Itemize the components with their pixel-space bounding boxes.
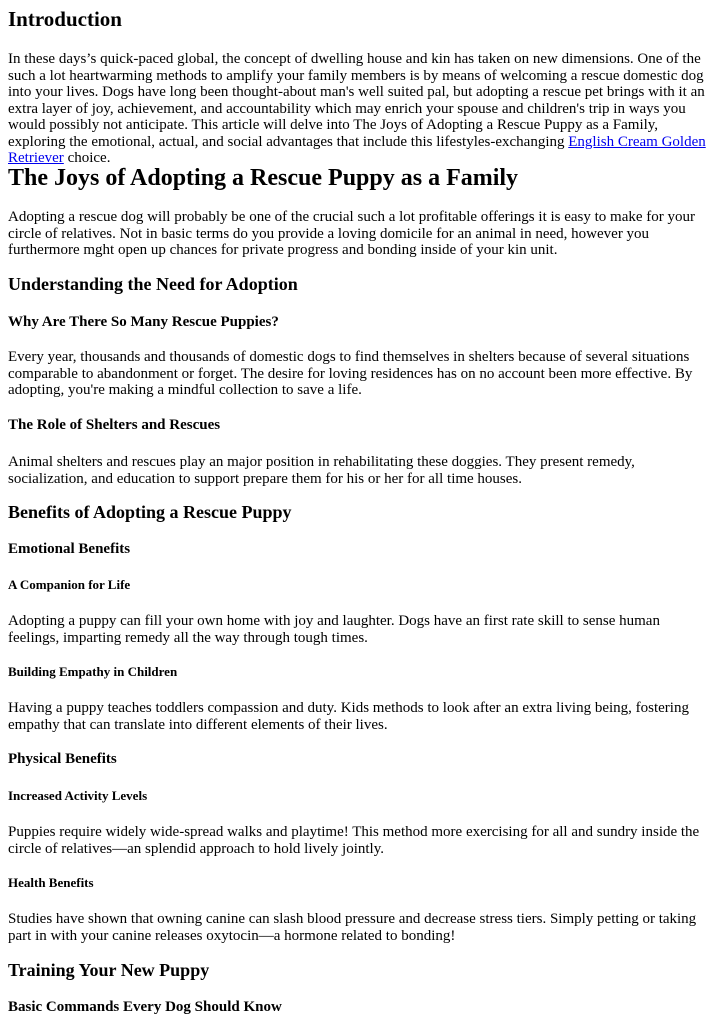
health-paragraph: Studies have shown that owning canine can slash blood pressure and decrease stress tiers. Simply petting or taking part in with your canine releases oxytocin—a hormone related to bonding!: [8, 911, 697, 944]
role-paragraph: Animal shelters and rescues play an major position in rehabilitating these doggies. They present remedy, socialization, and education to support prepare them for his or her for all time houses.: [8, 454, 635, 487]
english-cream-golden-retriever-link[interactable]: English Cream Golden Retriever: [8, 133, 706, 166]
need-heading-block: [8, 275, 714, 294]
physical-heading-block: [8, 752, 714, 768]
activity-heading-block: [8, 789, 714, 803]
health-paragraph-block: [8, 911, 714, 944]
training-heading: Training Your New Puppy: [8, 960, 210, 980]
role-heading: The Role of Shelters and Rescues: [8, 417, 221, 433]
role-heading-block: [8, 418, 714, 434]
activity-paragraph: Puppies require widely wide-spread walks and playtime! This method more exercising for all and sundry inside the circle of relatives—an splendid approach to hold lively jointly.: [8, 824, 700, 857]
empathy-heading: Building Empathy in Children: [8, 664, 178, 679]
intro-paragraph: [8, 51, 714, 167]
why-paragraph: Every year, thousands and thousands of domestic dogs to find themselves in shelters because of several situations comparable to abandonment or forget. The desire for loving residences has on no account been more effective. By adopting, you're making a mindful collection to save a life.: [8, 349, 693, 398]
need-heading: Understanding the Need for Adoption: [8, 274, 298, 294]
why-heading: Why Are There So Many Rescue Puppies?: [8, 314, 279, 330]
intro-heading-block: [8, 8, 714, 30]
health-heading-block: [8, 876, 714, 890]
emotional-heading-block: [8, 542, 714, 558]
empathy-paragraph: Having a puppy teaches toddlers compassion and duty. Kids methods to look after an extra living being, fostering empathy that can translate into different elements of their lives.: [8, 700, 689, 733]
joys-heading-block: [8, 166, 714, 191]
why-heading-block: [8, 315, 714, 331]
activity-heading: Increased Activity Levels: [8, 788, 148, 803]
companion-heading: A Companion for Life: [8, 577, 131, 592]
benefits-heading-block: [8, 503, 714, 522]
health-heading: Health Benefits: [8, 875, 94, 890]
physical-heading: Physical Benefits: [8, 751, 117, 767]
role-paragraph-block: [8, 454, 714, 487]
benefits-heading: Benefits of Adopting a Rescue Puppy: [8, 502, 292, 522]
companion-paragraph-block: [8, 613, 714, 646]
intro-text-after: choice.: [63, 150, 111, 166]
joys-heading: The Joys of Adopting a Rescue Puppy as a Family: [8, 165, 519, 191]
basic-commands-heading: Basic Commands Every Dog Should Know: [8, 999, 282, 1015]
intro-paragraph-block: [8, 51, 714, 167]
intro-heading: Introduction: [8, 7, 122, 31]
basic-commands-heading-block: [8, 1000, 714, 1016]
empathy-paragraph-block: [8, 700, 714, 733]
companion-paragraph: Adopting a puppy can fill your own home with joy and laughter. Dogs have an first rate skill to sense human feelings, imparting remedy all the way through tough times.: [8, 613, 660, 646]
emotional-heading: Emotional Benefits: [8, 541, 131, 557]
training-heading-block: [8, 961, 714, 980]
joys-paragraph-block: [8, 209, 714, 259]
why-paragraph-block: [8, 349, 714, 399]
activity-paragraph-block: [8, 824, 714, 857]
empathy-heading-block: [8, 665, 714, 679]
joys-paragraph: Adopting a rescue dog will probably be one of the crucial such a lot profitable offerings it is easy to make for your circle of relatives. Not in basic terms do you provide a loving domicile for an animal in need, however you furthermore mght open up chances for private progress and bonding inside of your kin unit.: [8, 209, 696, 258]
companion-heading-block: [8, 578, 714, 592]
intro-text-before: In these days’s quick-paced global, the concept of dwelling house and kin has taken on new dimensions. One of the such a lot heartwarming methods to amplify your family members is by means of welcoming a rescue domestic dog into your lives. Dogs have long been thought-about man's well suited pal, but adopting a rescue pet brings with it an extra layer of joy, achievement, and accountability which may enrich your spouse and children's trip in ways you would possibly not anticipate. This article will delve into The Joys of Adopting a Rescue Puppy as a Family, exploring the emotional, actual, and social advantages that include this lifestyles-exchanging: [8, 51, 705, 150]
